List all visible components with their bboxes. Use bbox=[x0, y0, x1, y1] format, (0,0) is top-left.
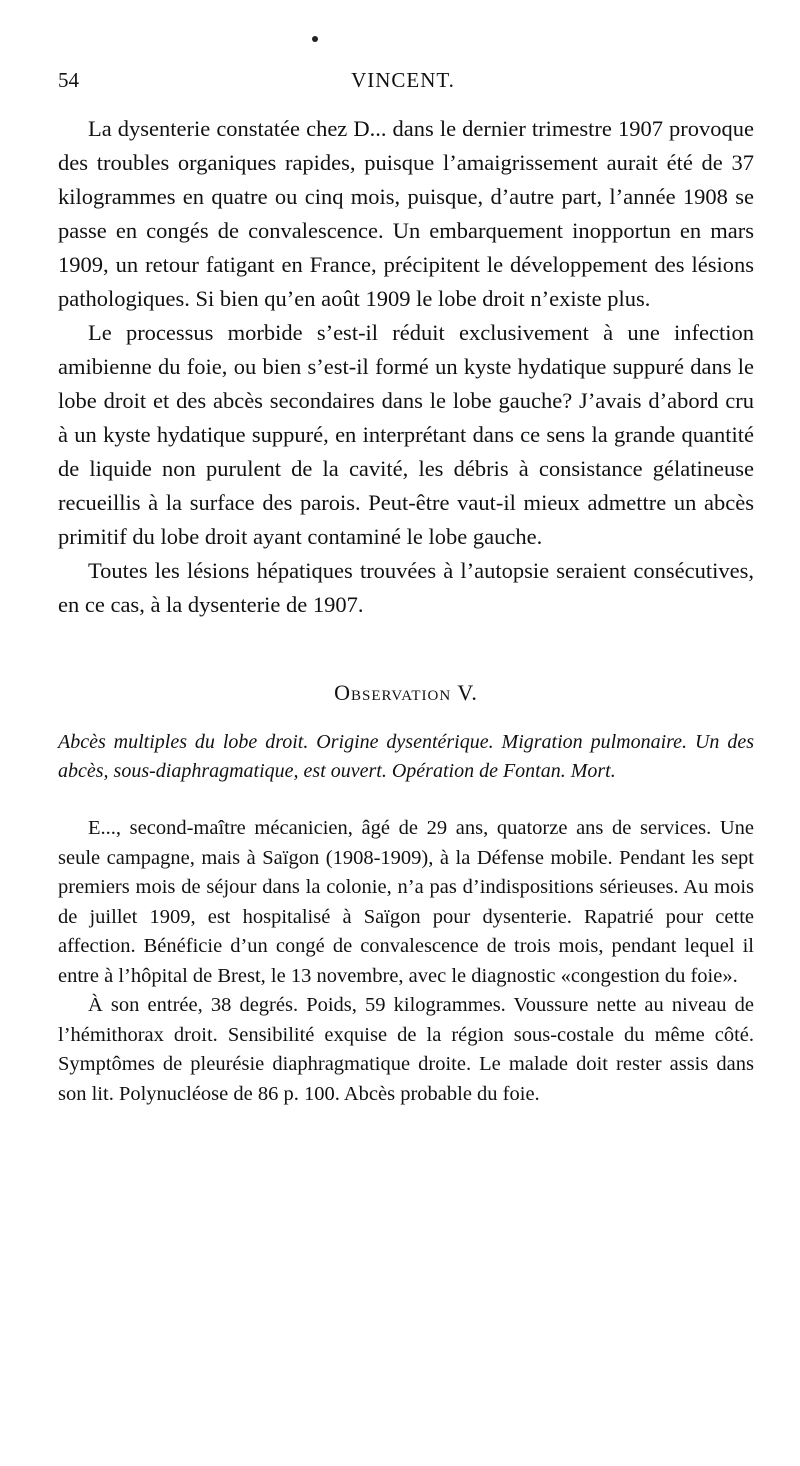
observation-paragraph: À son entrée, 38 degrés. Poids, 59 kilogrammes. Voussure nette au niveau de l’hémithorax droit. Sensibilité exquise de la région sous-costale du même côté. Symptômes de pleurésie diaphragmatique droite. Le malade doit rester assis dans son lit. Polynucléose de 86 p. 100. Abcès probable du foie. bbox=[58, 994, 754, 1105]
paragraph: Le processus morbide s’est-il réduit exclusivement à une infection amibienne du foie, ou bien s’est-il formé un kyste hydatique suppuré dans le lobe droit et des abcès secondaires dans le lobe gauche? J’avais d’abord cru à un kyste hydatique suppuré, en interprétant dans ce sens la grande quantité de liquide non purulent de la cavité, les débris à consistance gélatineuse recueillis à la surface des parois. Peut-être vaut-il mieux admettre un abcès primitif du lobe droit ayant contaminé le lobe gauche. bbox=[58, 320, 754, 549]
observation-summary: Abcès multiples du lobe droit. Origine dysentérique. Migration pulmonaire. Un des abcès, sous-diaphragmatique, est ouvert. Opération de Fontan. Mort. bbox=[58, 731, 754, 782]
page-header bbox=[58, 68, 748, 94]
running-head: VINCENT. bbox=[351, 68, 455, 92]
ink-mark bbox=[312, 36, 318, 42]
paragraph: La dysenterie constatée chez D... dans le dernier trimestre 1907 provoque des troubles organiques rapides, puisque l’amaigrissement aurait été de 37 kilogrammes en quatre ou cinq mois, puisque, d’autre part, l’année 1908 se passe en congés de convalescence. Un embarquement inopportun en mars 1909, un retour fatigant en France, précipitent le développement des lésions pathologiques. Si bien qu’en août 1909 le lobe droit n’existe plus. bbox=[58, 116, 754, 311]
body-text bbox=[58, 112, 754, 1109]
page-number: 54 bbox=[58, 68, 79, 92]
paragraph: Toutes les lésions hépatiques trouvées à l’autopsie seraient consécutives, en ce cas, à la dysenterie de 1907. bbox=[58, 558, 754, 617]
observation-paragraph: E..., second-maître mécanicien, âgé de 29 ans, quatorze ans de services. Une seule campagne, mais à Saïgon (1908-1909), à la Défense mobile. Pendant les sept premiers mois de séjour dans la colonie, n’a pas d’indispositions sérieuses. Au mois de juillet 1909, est hospitalisé à Saïgon pour dysenterie. Rapatrié pour cette affection. Bénéficie d’un congé de convalescence de trois mois, pendant lequel il entre à l’hôpital de Brest, le 13 novembre, avec le diagnostic «congestion du foie». bbox=[58, 817, 754, 987]
observation-title: Observation V. bbox=[334, 680, 478, 705]
